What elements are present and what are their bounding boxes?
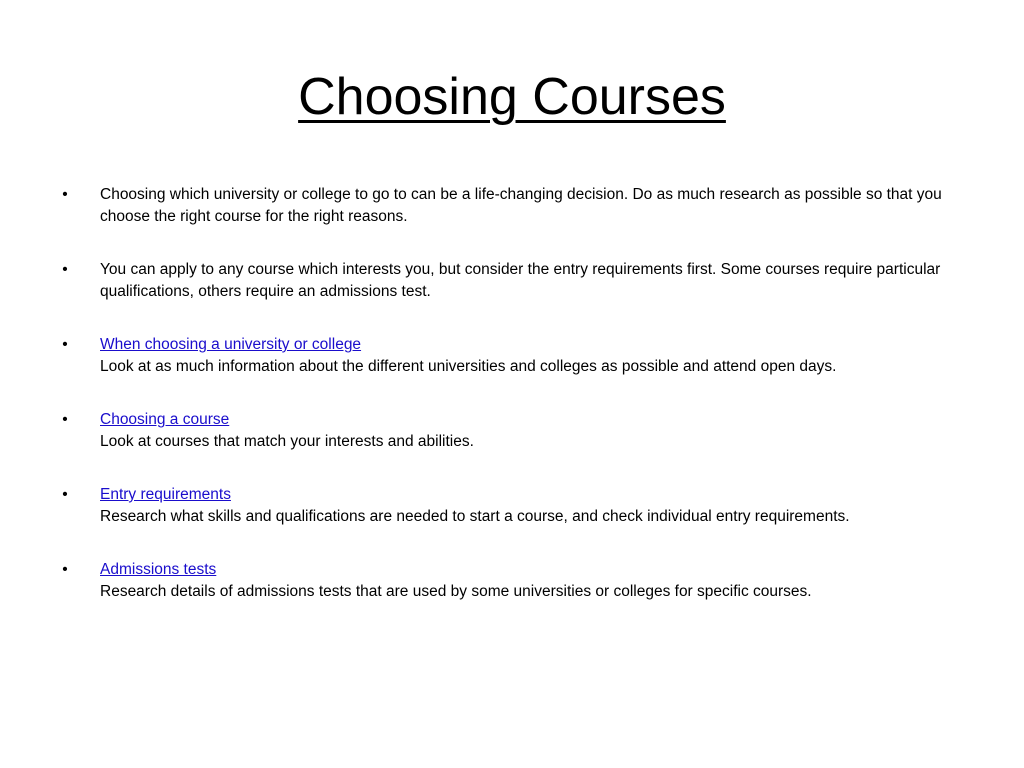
bullet-dot-icon: • xyxy=(62,486,68,503)
bullet-item xyxy=(58,334,958,378)
bullet-description: Look at courses that match your interests and abilities. xyxy=(100,433,474,450)
bullet-dot-icon: • xyxy=(62,186,68,203)
bullet-dot-icon: • xyxy=(62,336,68,353)
link-entry-requirements[interactable]: Entry requirements xyxy=(100,486,231,503)
link-choosing-university[interactable]: When choosing a university or college xyxy=(100,336,362,353)
bullet-item xyxy=(58,184,958,228)
bullet-item xyxy=(58,484,958,528)
bullet-description: Look at as much information about the different universities and colleges as possible and attend open days. xyxy=(100,358,837,375)
bullet-dot-icon: • xyxy=(62,261,68,278)
bullet-item xyxy=(58,559,958,603)
bullet-list xyxy=(58,184,958,634)
bullet-description: Research what skills and qualifications are needed to start a course, and check individual entry requirements. xyxy=(100,508,850,525)
link-admissions-tests[interactable]: Admissions tests xyxy=(100,561,217,578)
bullet-dot-icon: • xyxy=(62,561,68,578)
bullet-dot-icon: • xyxy=(62,411,68,428)
bullet-description: Research details of admissions tests that are used by some universities or colleges for specific courses. xyxy=(100,583,812,600)
bullet-text: You can apply to any course which interests you, but consider the entry requirements first. Some courses require particular qualifications, others require an admissions test. xyxy=(100,261,941,300)
slide-title: Choosing Courses xyxy=(298,68,726,126)
bullet-text: Choosing which university or college to go to can be a life-changing decision. Do as much research as possible so that you choose the right course for the right reasons. xyxy=(100,186,942,225)
bullet-item xyxy=(58,259,958,303)
bullet-item xyxy=(58,409,958,453)
link-choosing-course[interactable]: Choosing a course xyxy=(100,411,230,428)
